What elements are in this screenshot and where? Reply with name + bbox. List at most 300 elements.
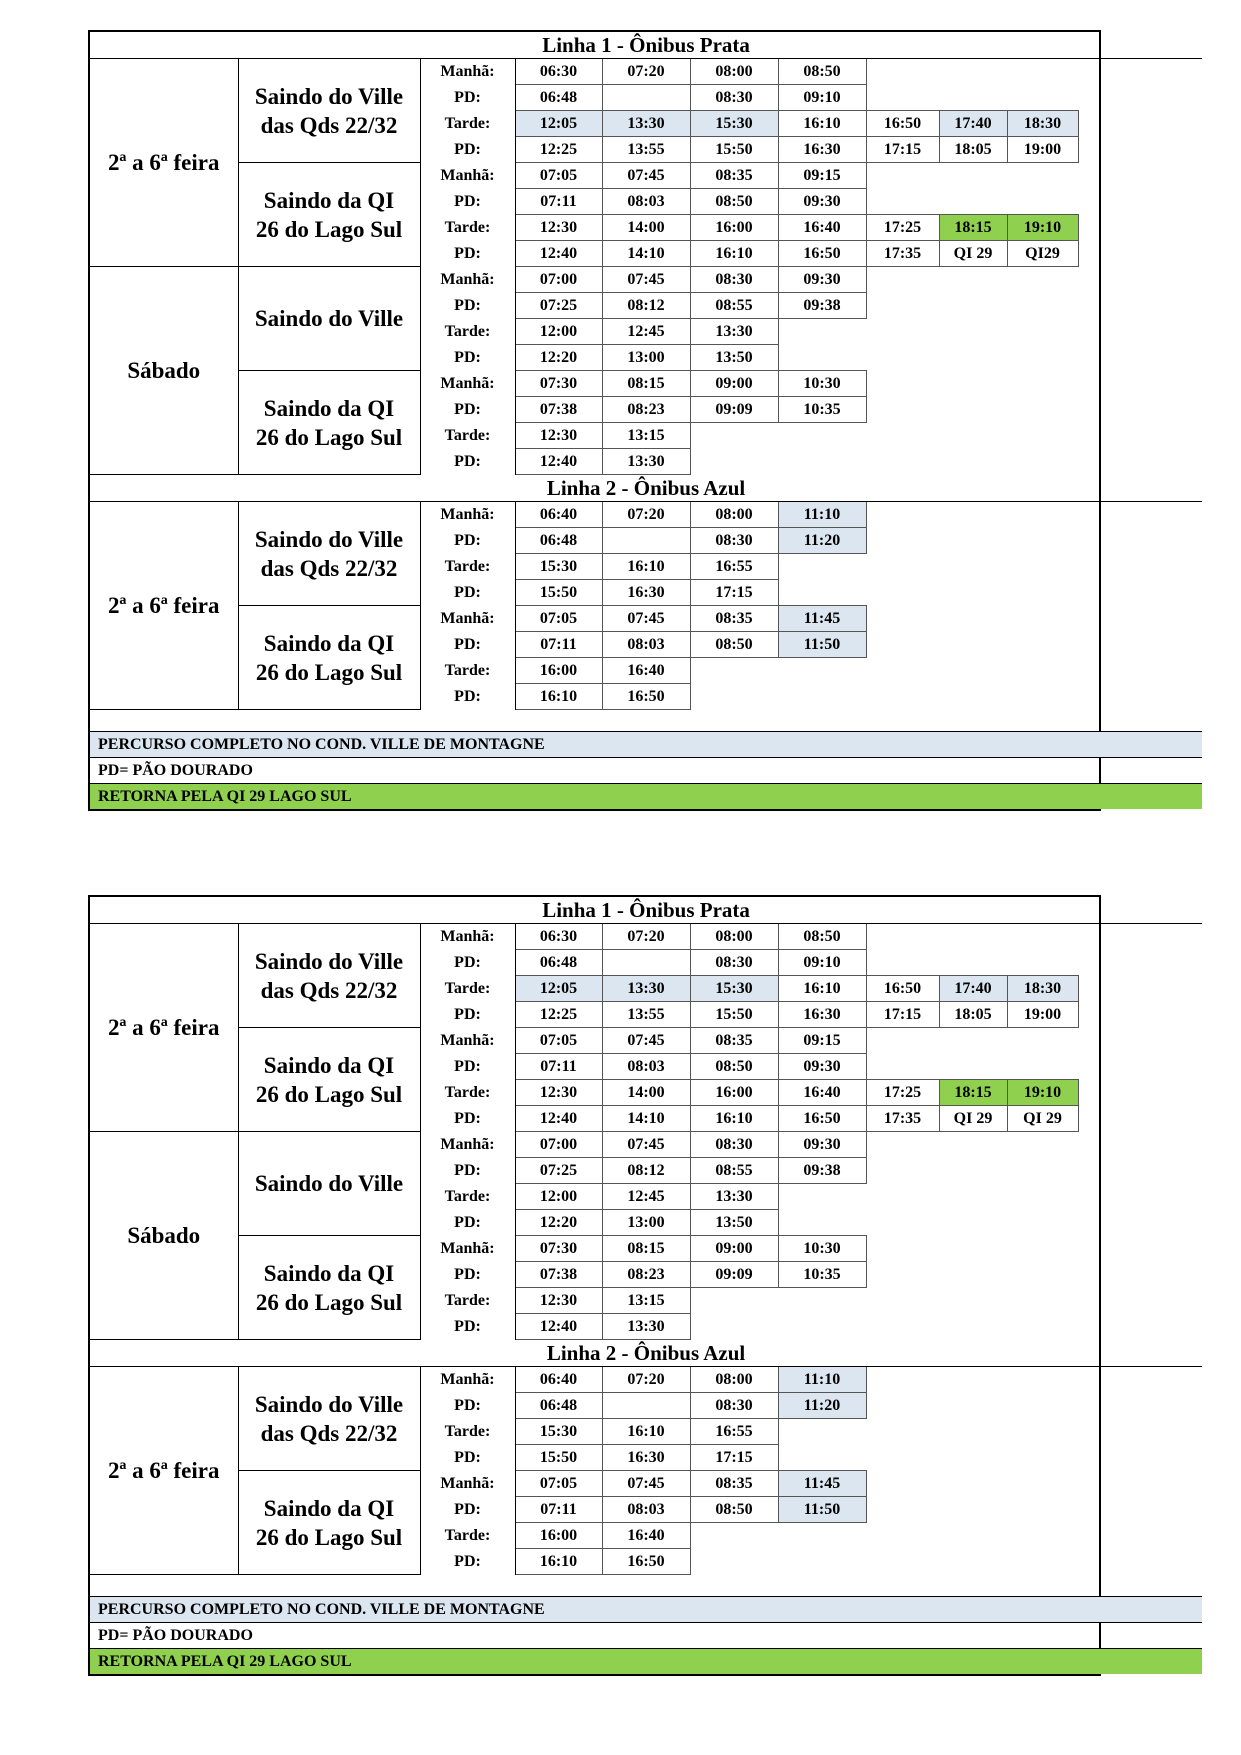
empty-cell	[1007, 554, 1078, 580]
departure-time-cell	[602, 1393, 690, 1419]
legend-pd-meaning: PD= PÃO DOURADO	[90, 1623, 1202, 1649]
empty-cell	[1007, 1028, 1078, 1054]
empty-cell	[778, 1314, 866, 1340]
departure-time-cell: 08:50	[778, 924, 866, 950]
departure-time-cell: 08:50	[690, 1054, 778, 1080]
departure-time-cell: 08:50	[778, 59, 866, 85]
departure-time-cell: 12:25	[515, 137, 602, 163]
departure-time-cell	[602, 528, 690, 554]
origin-label-line1: Saindo do Ville	[254, 83, 404, 109]
departure-time-cell: 12:25	[515, 1002, 602, 1028]
departure-time-cell: 09:15	[778, 163, 866, 189]
period-label-tarde: Tarde:	[420, 1419, 515, 1445]
departure-time-cell: 11:50	[778, 1497, 866, 1523]
departure-time-cell: 08:03	[602, 1054, 690, 1080]
period-label-pd: PD:	[420, 684, 515, 710]
empty-cell	[1007, 1393, 1078, 1419]
departure-time-cell: 12:20	[515, 1210, 602, 1236]
origin-qi-26	[238, 606, 420, 710]
empty-cell	[690, 658, 778, 684]
empty-cell	[939, 371, 1007, 397]
empty-cell	[1078, 319, 1202, 345]
departure-time-cell: 17:35	[866, 1106, 939, 1132]
departure-time-cell: 16:00	[515, 658, 602, 684]
departure-time-cell: 13:30	[602, 976, 690, 1002]
departure-time-cell: 14:00	[602, 1080, 690, 1106]
empty-cell	[1078, 1367, 1202, 1393]
departure-time-cell: 07:30	[515, 371, 602, 397]
departure-time-cell: 15:50	[515, 580, 602, 606]
departure-time-cell: 08:00	[690, 1367, 778, 1393]
empty-cell	[1078, 267, 1202, 293]
departure-time-cell: 16:30	[778, 1002, 866, 1028]
empty-cell	[690, 684, 778, 710]
empty-cell	[1078, 241, 1202, 267]
departure-time-cell: 08:35	[690, 606, 778, 632]
departure-time-cell: 15:30	[690, 111, 778, 137]
departure-time-cell: 07:05	[515, 606, 602, 632]
departure-time-cell: 08:35	[690, 163, 778, 189]
empty-cell	[1007, 528, 1078, 554]
departure-time-cell: 19:00	[1007, 1002, 1078, 1028]
departure-time-cell: 07:45	[602, 163, 690, 189]
origin-label-line2: das Qds 22/32	[260, 112, 398, 138]
empty-cell	[939, 1028, 1007, 1054]
line2-weekday-label: 2ª a 6ª feira	[90, 1367, 238, 1575]
period-label-pd: PD:	[420, 1106, 515, 1132]
departure-time-cell: 06:40	[515, 502, 602, 528]
departure-time-cell: 12:05	[515, 976, 602, 1002]
empty-cell	[1007, 950, 1078, 976]
period-label-tarde: Tarde:	[420, 215, 515, 241]
period-label-tarde: Tarde:	[420, 554, 515, 580]
departure-time-cell: 15:30	[515, 554, 602, 580]
departure-time-cell: 09:00	[690, 1236, 778, 1262]
empty-cell	[778, 449, 866, 475]
departure-time-cell: 16:50	[602, 1549, 690, 1575]
empty-cell	[1007, 502, 1078, 528]
departure-time-cell: 17:40	[939, 976, 1007, 1002]
departure-time-cell: 16:55	[690, 1419, 778, 1445]
empty-cell	[1007, 924, 1078, 950]
departure-time-cell: 17:15	[866, 1002, 939, 1028]
departure-time-cell: 15:50	[690, 137, 778, 163]
empty-cell	[939, 1419, 1007, 1445]
period-label-tarde: Tarde:	[420, 1523, 515, 1549]
departure-time-cell: 13:15	[602, 423, 690, 449]
departure-time-cell: 16:30	[602, 1445, 690, 1471]
departure-time-cell: 13:55	[602, 137, 690, 163]
empty-cell	[1078, 163, 1202, 189]
departure-time-cell: 12:40	[515, 1314, 602, 1340]
period-label-pd: PD:	[420, 85, 515, 111]
departure-time-cell: 09:38	[778, 293, 866, 319]
empty-cell	[1078, 1419, 1202, 1445]
empty-cell	[1007, 163, 1078, 189]
empty-cell	[939, 924, 1007, 950]
period-label-manha: Manhã:	[420, 163, 515, 189]
empty-cell	[939, 528, 1007, 554]
empty-cell	[1007, 293, 1078, 319]
origin-label-line2: das Qds 22/32	[260, 555, 398, 581]
departure-time-cell: 13:30	[690, 1184, 778, 1210]
empty-cell	[1078, 684, 1202, 710]
origin-label-line1: Saindo do Ville	[254, 526, 404, 552]
empty-cell	[1078, 976, 1202, 1002]
empty-cell	[866, 554, 939, 580]
departure-time-cell: 06:48	[515, 1393, 602, 1419]
departure-time-cell: 16:10	[778, 111, 866, 137]
departure-time-cell: 08:00	[690, 924, 778, 950]
departure-time-cell: 07:05	[515, 1471, 602, 1497]
empty-cell	[1078, 528, 1202, 554]
departure-time-cell: 06:48	[515, 85, 602, 111]
spacer-row	[90, 710, 1202, 732]
origin-label-line2: 26 do Lago Sul	[255, 1524, 403, 1550]
empty-cell	[939, 554, 1007, 580]
empty-cell	[866, 1314, 939, 1340]
departure-time-cell: 12:20	[515, 345, 602, 371]
empty-cell	[939, 1497, 1007, 1523]
departure-time-cell: 16:10	[515, 684, 602, 710]
empty-cell	[1007, 632, 1078, 658]
empty-cell	[690, 1314, 778, 1340]
period-label-pd: PD:	[420, 189, 515, 215]
origin-label-line1: Saindo da QI	[263, 1260, 395, 1286]
period-label-pd: PD:	[420, 137, 515, 163]
departure-time-cell: 16:30	[778, 137, 866, 163]
origin-label-line2: das Qds 22/32	[260, 1420, 398, 1446]
departure-time-cell: 06:40	[515, 1367, 602, 1393]
departure-time-cell: 18:30	[1007, 111, 1078, 137]
departure-time-cell: 10:30	[778, 371, 866, 397]
line2-weekday-label: 2ª a 6ª feira	[90, 502, 238, 710]
departure-time-cell: 16:50	[602, 684, 690, 710]
departure-time-cell: 18:15	[939, 1080, 1007, 1106]
period-label-pd: PD:	[420, 1393, 515, 1419]
empty-cell	[866, 658, 939, 684]
empty-cell	[939, 345, 1007, 371]
departure-time-cell: 08:23	[602, 397, 690, 423]
empty-cell	[939, 1236, 1007, 1262]
departure-time-cell: 07:20	[602, 1367, 690, 1393]
empty-cell	[939, 423, 1007, 449]
period-label-tarde: Tarde:	[420, 1184, 515, 1210]
departure-time-cell: 07:00	[515, 267, 602, 293]
departure-time-cell: 07:38	[515, 397, 602, 423]
empty-cell	[778, 1445, 866, 1471]
departure-time-cell: 08:30	[690, 1132, 778, 1158]
empty-cell	[939, 1184, 1007, 1210]
empty-cell	[1078, 606, 1202, 632]
empty-cell	[1078, 137, 1202, 163]
empty-cell	[1078, 1262, 1202, 1288]
period-label-pd: PD:	[420, 397, 515, 423]
departure-time-cell: 19:10	[1007, 215, 1078, 241]
departure-time-cell: 11:45	[778, 1471, 866, 1497]
departure-time-cell: 13:30	[602, 449, 690, 475]
departure-time-cell: 06:30	[515, 924, 602, 950]
departure-time-cell: 07:20	[602, 59, 690, 85]
departure-time-cell: 17:35	[866, 241, 939, 267]
empty-cell	[866, 1419, 939, 1445]
line1-title: Linha 1 - Ônibus Prata	[90, 897, 1202, 924]
empty-cell	[1007, 1288, 1078, 1314]
departure-time-cell: 11:10	[778, 1367, 866, 1393]
empty-cell	[1007, 59, 1078, 85]
empty-cell	[939, 267, 1007, 293]
departure-time-cell: 07:45	[602, 1132, 690, 1158]
origin-label-line2: 26 do Lago Sul	[255, 424, 403, 450]
departure-time-cell: 10:30	[778, 1236, 866, 1262]
departure-time-cell: 12:40	[515, 1106, 602, 1132]
line1-saturday-label: Sábado	[90, 267, 238, 475]
departure-time-cell: 12:30	[515, 423, 602, 449]
empty-cell	[778, 423, 866, 449]
departure-time-cell: 13:00	[602, 1210, 690, 1236]
departure-time-cell: 08:35	[690, 1471, 778, 1497]
origin-ville	[238, 1132, 420, 1236]
departure-time-cell: 10:35	[778, 1262, 866, 1288]
empty-cell	[866, 59, 939, 85]
origin-label-line2: 26 do Lago Sul	[255, 1289, 403, 1315]
departure-time-cell: 11:20	[778, 528, 866, 554]
departure-time-cell: 16:50	[778, 241, 866, 267]
period-label-tarde: Tarde:	[420, 1080, 515, 1106]
departure-time-cell: 10:35	[778, 397, 866, 423]
origin-label-line2: 26 do Lago Sul	[255, 216, 403, 242]
empty-cell	[866, 423, 939, 449]
origin-qi-26	[238, 1028, 420, 1132]
departure-time-cell: 08:15	[602, 371, 690, 397]
origin-label-line1: Saindo da QI	[263, 1052, 395, 1078]
legend-pd-meaning: PD= PÃO DOURADO	[90, 758, 1202, 784]
departure-time-cell: 09:15	[778, 1028, 866, 1054]
empty-cell	[1007, 606, 1078, 632]
departure-time-cell: 08:35	[690, 1028, 778, 1054]
departure-time-cell: 13:55	[602, 1002, 690, 1028]
departure-time-cell: 16:10	[778, 976, 866, 1002]
empty-cell	[1078, 1054, 1202, 1080]
empty-cell	[1078, 1288, 1202, 1314]
period-label-manha: Manhã:	[420, 59, 515, 85]
empty-cell	[1007, 1497, 1078, 1523]
departure-time-cell: 16:50	[866, 976, 939, 1002]
departure-time-cell: 14:00	[602, 215, 690, 241]
departure-time-cell: 12:00	[515, 1184, 602, 1210]
empty-cell	[939, 1054, 1007, 1080]
period-label-pd: PD:	[420, 1210, 515, 1236]
empty-cell	[939, 606, 1007, 632]
empty-cell	[866, 345, 939, 371]
departure-time-cell: 13:30	[602, 1314, 690, 1340]
period-label-pd: PD:	[420, 1497, 515, 1523]
empty-cell	[939, 1314, 1007, 1340]
schedule-sheet-1	[88, 30, 1101, 811]
departure-time-cell: 09:30	[778, 267, 866, 293]
empty-cell	[939, 1393, 1007, 1419]
empty-cell	[939, 950, 1007, 976]
empty-cell	[1078, 1132, 1202, 1158]
empty-cell	[866, 632, 939, 658]
departure-time-cell: 08:50	[690, 1497, 778, 1523]
empty-cell	[939, 1158, 1007, 1184]
origin-label-line1: Saindo do Ville	[254, 306, 404, 331]
period-label-manha: Manhã:	[420, 1132, 515, 1158]
line1-weekday-label: 2ª a 6ª feira	[90, 59, 238, 267]
empty-cell	[778, 658, 866, 684]
empty-cell	[1078, 1549, 1202, 1575]
period-label-manha: Manhã:	[420, 1028, 515, 1054]
empty-cell	[778, 1549, 866, 1575]
period-label-manha: Manhã:	[420, 267, 515, 293]
departure-time-cell: 06:30	[515, 59, 602, 85]
empty-cell	[939, 632, 1007, 658]
departure-time-cell: 08:55	[690, 1158, 778, 1184]
departure-time-cell: 07:11	[515, 189, 602, 215]
empty-cell	[1078, 189, 1202, 215]
origin-label-line1: Saindo do Ville	[254, 948, 404, 974]
empty-cell	[939, 449, 1007, 475]
spacer-row	[90, 1575, 1202, 1597]
empty-cell	[1007, 1445, 1078, 1471]
empty-cell	[939, 1288, 1007, 1314]
empty-cell	[1078, 1471, 1202, 1497]
departure-time-cell: 12:00	[515, 319, 602, 345]
empty-cell	[1078, 1002, 1202, 1028]
line2-title: Linha 2 - Ônibus Azul	[90, 475, 1202, 502]
empty-cell	[1007, 1054, 1078, 1080]
period-label-pd: PD:	[420, 632, 515, 658]
empty-cell	[939, 1132, 1007, 1158]
period-label-pd: PD:	[420, 1314, 515, 1340]
departure-time-cell: 17:15	[690, 580, 778, 606]
period-label-pd: PD:	[420, 1054, 515, 1080]
empty-cell	[778, 1419, 866, 1445]
period-label-manha: Manhã:	[420, 1471, 515, 1497]
empty-cell	[866, 1367, 939, 1393]
empty-cell	[866, 293, 939, 319]
empty-cell	[778, 554, 866, 580]
empty-cell	[939, 1471, 1007, 1497]
empty-cell	[1078, 502, 1202, 528]
empty-cell	[866, 163, 939, 189]
period-label-manha: Manhã:	[420, 606, 515, 632]
empty-cell	[939, 397, 1007, 423]
departure-time-cell: 07:45	[602, 1028, 690, 1054]
departure-time-cell: 07:11	[515, 632, 602, 658]
empty-cell	[866, 319, 939, 345]
empty-cell	[939, 163, 1007, 189]
empty-cell	[939, 580, 1007, 606]
period-label-pd: PD:	[420, 1262, 515, 1288]
empty-cell	[1007, 1471, 1078, 1497]
origin-ville	[238, 267, 420, 371]
departure-time-cell: 15:50	[690, 1002, 778, 1028]
empty-cell	[1007, 1367, 1078, 1393]
empty-cell	[866, 1236, 939, 1262]
departure-time-cell: 11:20	[778, 1393, 866, 1419]
empty-cell	[939, 1210, 1007, 1236]
empty-cell	[778, 1184, 866, 1210]
departure-time-cell: 08:03	[602, 189, 690, 215]
departure-time-cell: 12:40	[515, 241, 602, 267]
empty-cell	[1078, 371, 1202, 397]
departure-time-cell: 07:11	[515, 1054, 602, 1080]
departure-time-cell: 16:40	[778, 1080, 866, 1106]
departure-time-cell: 13:50	[690, 1210, 778, 1236]
period-label-tarde: Tarde:	[420, 111, 515, 137]
empty-cell	[866, 580, 939, 606]
empty-cell	[690, 1523, 778, 1549]
empty-cell	[866, 1262, 939, 1288]
empty-cell	[1007, 1549, 1078, 1575]
departure-time-cell: 09:30	[778, 189, 866, 215]
empty-cell	[1007, 1158, 1078, 1184]
empty-cell	[1078, 580, 1202, 606]
empty-cell	[939, 1523, 1007, 1549]
departure-time-cell: 07:05	[515, 163, 602, 189]
empty-cell	[939, 85, 1007, 111]
empty-cell	[690, 1288, 778, 1314]
empty-cell	[1078, 345, 1202, 371]
departure-time-cell: 09:30	[778, 1132, 866, 1158]
empty-cell	[1007, 1314, 1078, 1340]
empty-cell	[1078, 1106, 1202, 1132]
empty-cell	[1078, 423, 1202, 449]
departure-time-cell: 16:40	[602, 658, 690, 684]
departure-time-cell: 08:15	[602, 1236, 690, 1262]
departure-time-cell: 09:30	[778, 1054, 866, 1080]
empty-cell	[1078, 1236, 1202, 1262]
period-label-tarde: Tarde:	[420, 658, 515, 684]
period-label-pd: PD:	[420, 950, 515, 976]
empty-cell	[1007, 267, 1078, 293]
period-label-pd: PD:	[420, 1445, 515, 1471]
empty-cell	[866, 606, 939, 632]
line1-saturday-label: Sábado	[90, 1132, 238, 1340]
line2-title: Linha 2 - Ônibus Azul	[90, 1340, 1202, 1367]
empty-cell	[778, 1288, 866, 1314]
empty-cell	[866, 950, 939, 976]
period-label-manha: Manhã:	[420, 502, 515, 528]
departure-time-cell: 13:30	[690, 319, 778, 345]
departure-time-cell: 16:55	[690, 554, 778, 580]
departure-time-cell: 17:25	[866, 1080, 939, 1106]
departure-time-cell: 08:03	[602, 632, 690, 658]
empty-cell	[939, 189, 1007, 215]
empty-cell	[778, 1523, 866, 1549]
empty-cell	[1078, 1210, 1202, 1236]
origin-label-line2: 26 do Lago Sul	[255, 1081, 403, 1107]
period-label-pd: PD:	[420, 580, 515, 606]
origin-label-line1: Saindo da QI	[263, 187, 395, 213]
departure-time-cell	[602, 85, 690, 111]
departure-time-cell: 09:00	[690, 371, 778, 397]
period-label-pd: PD:	[420, 1158, 515, 1184]
line1-title: Linha 1 - Ônibus Prata	[90, 32, 1202, 59]
empty-cell	[1078, 59, 1202, 85]
departure-time-cell: 16:40	[778, 215, 866, 241]
empty-cell	[1078, 554, 1202, 580]
bus-schedule-table	[90, 32, 1202, 809]
departure-time-cell: 09:38	[778, 1158, 866, 1184]
empty-cell	[866, 684, 939, 710]
period-label-pd: PD:	[420, 528, 515, 554]
empty-cell	[866, 397, 939, 423]
departure-time-cell: 17:15	[866, 137, 939, 163]
empty-cell	[1007, 1419, 1078, 1445]
